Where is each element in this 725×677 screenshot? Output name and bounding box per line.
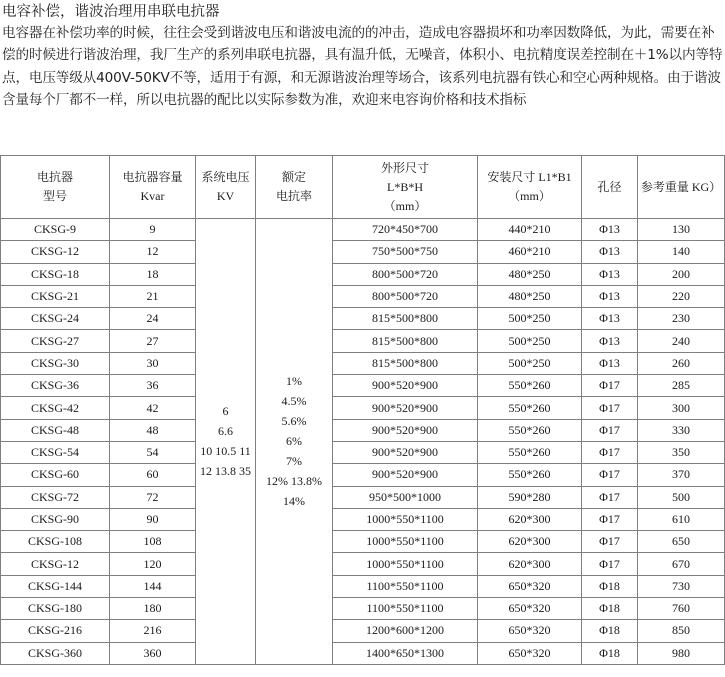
header-capacity-line2: Kvar [140, 189, 165, 203]
cell-hole-diameter: Φ17 [582, 486, 638, 508]
header-voltage [196, 156, 256, 219]
header-install-line1: 安装尺寸 L1*B1 [487, 170, 572, 184]
cell-dimensions: 1200*600*1200 [333, 620, 478, 642]
cell-install-size: 620*300 [478, 531, 582, 553]
table-row [1, 642, 725, 664]
header-dimensions-line2: L*B*H [387, 179, 423, 194]
cell-capacity: 60 [110, 464, 196, 486]
header-reactance-line1: 额定 [281, 170, 306, 184]
cell-capacity: 54 [110, 441, 196, 463]
reactance-line: 4.5% [281, 394, 307, 409]
cell-dimensions: 900*520*900 [333, 419, 478, 441]
cell-model: CKSG-60 [1, 464, 110, 486]
cell-weight: 980 [638, 642, 725, 664]
table-row [1, 575, 725, 597]
cell-hole-diameter: Φ13 [582, 330, 638, 352]
cell-hole-diameter: Φ13 [582, 308, 638, 330]
cell-capacity: 27 [110, 330, 196, 352]
cell-capacity: 120 [110, 553, 196, 575]
cell-dimensions: 1000*550*1100 [333, 553, 478, 575]
header-install [478, 156, 582, 219]
cell-hole-diameter: Φ13 [582, 285, 638, 307]
cell-capacity: 90 [110, 508, 196, 530]
cell-install-size: 650*320 [478, 575, 582, 597]
header-hole: 孔径 [582, 156, 638, 219]
cell-dimensions: 900*520*900 [333, 464, 478, 486]
table-row [1, 375, 725, 397]
cell-capacity: 9 [110, 219, 196, 241]
table-row [1, 531, 725, 553]
cell-install-size: 500*250 [478, 308, 582, 330]
cell-hole-diameter: Φ18 [582, 575, 638, 597]
table-row [1, 285, 725, 307]
cell-install-size: 550*260 [478, 375, 582, 397]
cell-model: CKSG-30 [1, 352, 110, 374]
header-model [1, 156, 110, 219]
cell-install-size: 480*250 [478, 263, 582, 285]
cell-hole-diameter: Φ17 [582, 531, 638, 553]
table-header-row [1, 156, 725, 219]
cell-weight: 130 [638, 219, 725, 241]
cell-dimensions: 1100*550*1100 [333, 598, 478, 620]
cell-model: CKSG-24 [1, 308, 110, 330]
cell-hole-diameter: Φ13 [582, 263, 638, 285]
cell-capacity: 18 [110, 263, 196, 285]
cell-reactance-rate [256, 219, 333, 665]
table-row [1, 241, 725, 263]
cell-dimensions: 720*450*700 [333, 219, 478, 241]
cell-hole-diameter: Φ17 [582, 464, 638, 486]
cell-weight: 240 [638, 330, 725, 352]
cell-capacity: 12 [110, 241, 196, 263]
cell-capacity: 72 [110, 486, 196, 508]
product-description: 电容器在补偿功率的时候，往往会受到谐波电压和谐波电流的的冲击，造成电容器损坏和功率因数降低，为此，需要在补偿的时候进行谐波治理，我厂生产的系列串联电抗器，具有温升低，无噪音，体积小、电抗精度误差控制在＋1%以内等特点，电压等级从400V-50KV不等，适用于有源，和无源谐波治理等场合，该系列电抗器有铁心和空心两种规格。由于谐波含量每个厂都不一样，所以电抗器的配比以实际参数为准，欢迎来电容询价格和技术指标 [2, 25, 723, 108]
cell-model: CKSG-36 [1, 375, 110, 397]
cell-hole-diameter: Φ18 [582, 642, 638, 664]
reactance-line: 12% 13.8% [266, 474, 322, 489]
table-row [1, 598, 725, 620]
header-dimensions-line3: （mm） [383, 198, 427, 213]
cell-capacity: 24 [110, 308, 196, 330]
cell-dimensions: 1000*550*1100 [333, 508, 478, 530]
cell-hole-diameter: Φ18 [582, 598, 638, 620]
cell-hole-diameter: Φ17 [582, 397, 638, 419]
cell-hole-diameter: Φ17 [582, 419, 638, 441]
table-row [1, 330, 725, 352]
cell-weight: 200 [638, 263, 725, 285]
cell-capacity: 48 [110, 419, 196, 441]
cell-install-size: 650*320 [478, 598, 582, 620]
cell-weight: 220 [638, 285, 725, 307]
cell-hole-diameter: Φ17 [582, 553, 638, 575]
header-reactance-line2: 电抗率 [275, 189, 312, 203]
reactance-line: 1% [286, 374, 302, 389]
cell-weight: 300 [638, 397, 725, 419]
cell-model: CKSG-12 [1, 553, 110, 575]
cell-capacity: 21 [110, 285, 196, 307]
cell-install-size: 460*210 [478, 241, 582, 263]
page-title: 电容补偿，谐波治理用串联电抗器 [2, 4, 220, 20]
cell-dimensions: 950*500*1000 [333, 486, 478, 508]
header-weight: 参考重量 KG） [638, 156, 725, 219]
cell-capacity: 360 [110, 642, 196, 664]
cell-weight: 670 [638, 553, 725, 575]
table-row [1, 620, 725, 642]
spec-table [0, 155, 725, 665]
cell-weight: 350 [638, 441, 725, 463]
cell-install-size: 590*280 [478, 486, 582, 508]
table-row [1, 419, 725, 441]
header-reactance [256, 156, 333, 219]
table-row [1, 441, 725, 463]
cell-hole-diameter: Φ13 [582, 219, 638, 241]
cell-install-size: 500*250 [478, 352, 582, 374]
cell-weight: 610 [638, 508, 725, 530]
cell-weight: 140 [638, 241, 725, 263]
spec-table-body [1, 156, 725, 665]
header-capacity-line1: 电抗器容量 [122, 170, 183, 184]
cell-model: CKSG-27 [1, 330, 110, 352]
cell-dimensions: 900*520*900 [333, 397, 478, 419]
cell-model: CKSG-108 [1, 531, 110, 553]
header-model-line1: 电抗器 [36, 170, 73, 184]
cell-capacity: 108 [110, 531, 196, 553]
cell-model: CKSG-18 [1, 263, 110, 285]
table-row [1, 219, 725, 241]
cell-install-size: 500*250 [478, 330, 582, 352]
reactance-line: 6% [286, 434, 302, 449]
cell-capacity: 30 [110, 352, 196, 374]
header-dimensions [333, 156, 478, 219]
cell-install-size: 550*260 [478, 419, 582, 441]
voltage-line: 6.6 [218, 424, 233, 439]
cell-dimensions: 1400*650*1300 [333, 642, 478, 664]
cell-dimensions: 1000*550*1100 [333, 531, 478, 553]
header-voltage-line1: 系统电压 [201, 170, 250, 184]
cell-capacity: 216 [110, 620, 196, 642]
cell-hole-diameter: Φ18 [582, 620, 638, 642]
cell-weight: 500 [638, 486, 725, 508]
cell-weight: 650 [638, 531, 725, 553]
cell-install-size: 650*320 [478, 620, 582, 642]
cell-system-voltage [196, 219, 256, 665]
cell-dimensions: 800*500*720 [333, 285, 478, 307]
intro-section [2, 2, 724, 111]
header-capacity [110, 156, 196, 219]
cell-install-size: 550*260 [478, 397, 582, 419]
cell-model: CKSG-90 [1, 508, 110, 530]
cell-install-size: 650*320 [478, 642, 582, 664]
cell-weight: 850 [638, 620, 725, 642]
table-row [1, 352, 725, 374]
cell-weight: 260 [638, 352, 725, 374]
cell-weight: 760 [638, 598, 725, 620]
cell-model: CKSG-72 [1, 486, 110, 508]
reactance-line: 5.6% [281, 414, 307, 429]
cell-weight: 370 [638, 464, 725, 486]
cell-model: CKSG-216 [1, 620, 110, 642]
header-dimensions-line1: 外形尺寸 [380, 160, 429, 175]
table-row [1, 464, 725, 486]
cell-model: CKSG-54 [1, 441, 110, 463]
cell-hole-diameter: Φ13 [582, 352, 638, 374]
table-row [1, 486, 725, 508]
cell-weight: 730 [638, 575, 725, 597]
header-model-line2: 型号 [42, 189, 67, 203]
cell-dimensions: 815*500*800 [333, 352, 478, 374]
cell-hole-diameter: Φ13 [582, 241, 638, 263]
table-row [1, 308, 725, 330]
cell-weight: 230 [638, 308, 725, 330]
cell-capacity: 36 [110, 375, 196, 397]
cell-model: CKSG-360 [1, 642, 110, 664]
cell-capacity: 180 [110, 598, 196, 620]
cell-model: CKSG-12 [1, 241, 110, 263]
cell-dimensions: 815*500*800 [333, 308, 478, 330]
table-row [1, 397, 725, 419]
cell-install-size: 550*260 [478, 441, 582, 463]
cell-install-size: 620*300 [478, 553, 582, 575]
table-row [1, 508, 725, 530]
table-row [1, 553, 725, 575]
cell-install-size: 440*210 [478, 219, 582, 241]
voltage-line: 6 [222, 404, 229, 419]
cell-dimensions: 900*520*900 [333, 375, 478, 397]
cell-model: CKSG-180 [1, 598, 110, 620]
cell-install-size: 480*250 [478, 285, 582, 307]
cell-model: CKSG-144 [1, 575, 110, 597]
header-voltage-line2: KV [216, 189, 235, 203]
cell-weight: 285 [638, 375, 725, 397]
voltage-line: 10 10.5 11 [200, 444, 251, 459]
cell-dimensions: 750*500*750 [333, 241, 478, 263]
header-install-line2: （mm） [508, 189, 551, 203]
cell-install-size: 620*300 [478, 508, 582, 530]
cell-model: CKSG-42 [1, 397, 110, 419]
cell-model: CKSG-48 [1, 419, 110, 441]
reactance-line: 14% [283, 494, 305, 509]
cell-hole-diameter: Φ17 [582, 508, 638, 530]
cell-dimensions: 815*500*800 [333, 330, 478, 352]
cell-dimensions: 1100*550*1100 [333, 575, 478, 597]
cell-dimensions: 800*500*720 [333, 263, 478, 285]
cell-model: CKSG-9 [1, 219, 110, 241]
table-row [1, 263, 725, 285]
cell-hole-diameter: Φ17 [582, 375, 638, 397]
cell-capacity: 42 [110, 397, 196, 419]
cell-capacity: 144 [110, 575, 196, 597]
cell-install-size: 550*260 [478, 464, 582, 486]
voltage-line: 12 13.8 35 [200, 464, 251, 479]
cell-weight: 330 [638, 419, 725, 441]
cell-model: CKSG-21 [1, 285, 110, 307]
cell-hole-diameter: Φ17 [582, 441, 638, 463]
reactance-line: 7% [286, 454, 302, 469]
cell-dimensions: 900*520*900 [333, 441, 478, 463]
